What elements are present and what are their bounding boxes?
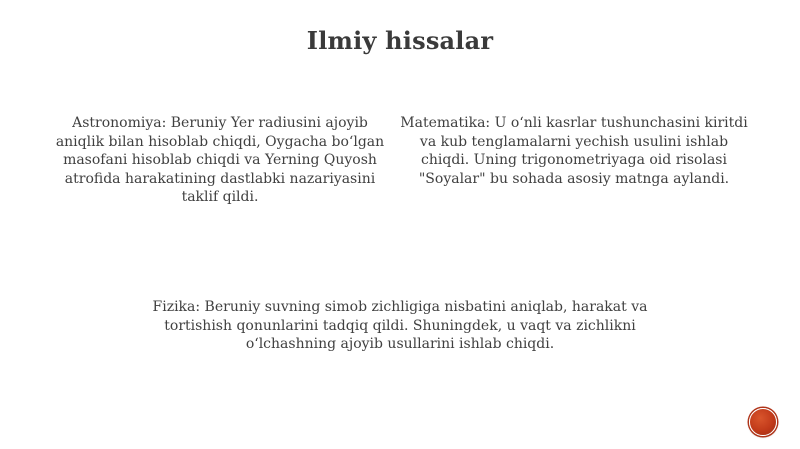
mathematics-paragraph: Matematika: U o‘nli kasrlar tushunchasini kiritdi va kub tenglamalarni yechish usulini ishlab chiqdi. Uning trigonometriyaga oid risolasi "Soyalar" bu sohada asosiy matnga aylandi. [400,115,748,187]
physics-paragraph: Fizika: Beruniy suvning simob zichligiga nisbatini aniqlab, harakat va tortishish qonunlarini tadqiq qildi. Shuningdek, u vaqt va zichlikni o‘lchashning ajoyib usullarini ishlab chiqdi. [152,299,648,352]
title-container [0,26,800,55]
next-slide-button[interactable] [749,408,777,436]
slide-title: Ilmiy hissalar [306,26,494,55]
astronomy-paragraph: Astronomiya: Beruniy Yer radiusini ajoyib aniqlik bilan hisoblab chiqdi, Oygacha bo‘lgan masofani hisoblab chiqdi va Yerning Quyosh atrofida harakatining dastlabki nazariyasini taklif qildi. [55,115,385,205]
